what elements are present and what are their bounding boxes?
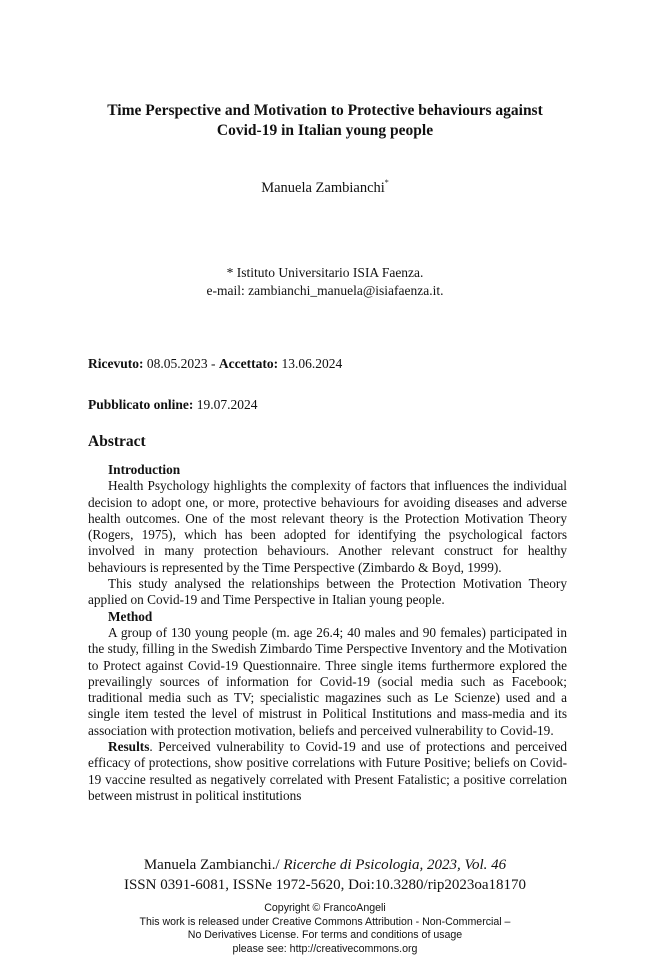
accepted-value: 13.06.2024	[281, 356, 343, 371]
results-paragraph	[88, 739, 567, 804]
paper-title	[60, 101, 590, 141]
copyright-footer	[0, 902, 650, 957]
author-footnote-marker: *	[384, 178, 389, 187]
citation-author: Manuela Zambianchi./	[143, 857, 284, 873]
method-paragraph: A group of 130 young people (m. age 26.4; 40 males and 90 females) participated in the study, filling in the Swedish Zimbardo Time Perspective Inventory and the Motivation to Protect against Covid-19 Questionnaire. Three single items furthermore explored the prevailingly sources of information for Covid-19 (social media such as Facebook; traditional media such as TV; specialistic magazines such as Le Scienze) used and a single item tested the level of mistrust in Political Institutions and mass-media and its association with protection motivation, beliefs and perceived vulnerability to Covid-19.	[88, 624, 567, 738]
author	[0, 180, 650, 197]
received-label: Ricevuto:	[88, 356, 144, 371]
copyright-line: Copyright © FrancoAngeli	[264, 902, 386, 914]
license-line-3: please see: http://creativecommons.org	[232, 943, 418, 956]
license-line-1: This work is released under Creative Commons Attribution - Non-Commercial –	[139, 915, 511, 928]
abstract-heading: Abstract	[88, 433, 146, 450]
author-name: Manuela Zambianchi	[261, 180, 385, 196]
introduction-heading: Introduction	[108, 462, 181, 477]
citation-footer	[0, 855, 650, 895]
license-line-2: No Derivatives License. For terms and conditions of usage	[187, 929, 463, 942]
citation-journal: Ricerche di Psicologia, 2023, Vol. 46	[283, 857, 507, 873]
method-heading: Method	[108, 608, 153, 624]
online-date	[88, 397, 568, 413]
title-line-1: Time Perspective and Motivation to Protective behaviours against	[107, 102, 543, 119]
accepted-label: Accettato:	[218, 356, 279, 371]
title-line-2: Covid-19 in Italian young people	[216, 122, 434, 139]
affiliation-email: e-mail: zambianchi_manuela@isiafaenza.it.	[206, 283, 444, 298]
introduction-paragraph-1: Health Psychology highlights the complexity of factors that influences the individual decision to adopt one, or more, protective behaviours for avoiding diseases and adverse health outcomes. One of the most relevant theory is the Protection Motivation Theory (Rogers, 1975), which has been adopted for identifying the psychological factors involved in many protection behaviours. Another relevant construct for healthy behaviours is represented by the Time Perspective (Zimbardo & Boyd, 1999).	[88, 478, 567, 575]
results-heading: Results	[108, 739, 150, 755]
online-value: 19.07.2024	[196, 397, 258, 412]
introduction-paragraph-2: This study analysed the relationships between the Protection Motivation Theory applied on Covid-19 and Time Perspective in Italian young people.	[88, 576, 567, 608]
affiliation-institute: * Istituto Universitario ISIA Faenza.	[226, 265, 424, 280]
citation-identifiers: ISSN 0391-6081, ISSNe 1972-5620, Doi:10.3280/rip2023oa18170	[123, 877, 527, 893]
citation-line	[0, 855, 650, 875]
results-text: . Perceived vulnerability to Covid-19 and use of protections and perceived efficacy of protections, show positive correlations with Future Positive; beliefs on Covid-19 vaccine resulted as negatively correlated with Present Fatalistic; a positive correlation between mistrust in political institutions	[88, 739, 567, 803]
online-label: Pubblicato online:	[88, 397, 194, 412]
abstract-body	[88, 462, 567, 804]
affiliation	[0, 264, 650, 300]
submission-dates	[88, 356, 568, 372]
received-value: 08.05.2023	[146, 356, 208, 371]
dates-separator: -	[207, 356, 219, 371]
